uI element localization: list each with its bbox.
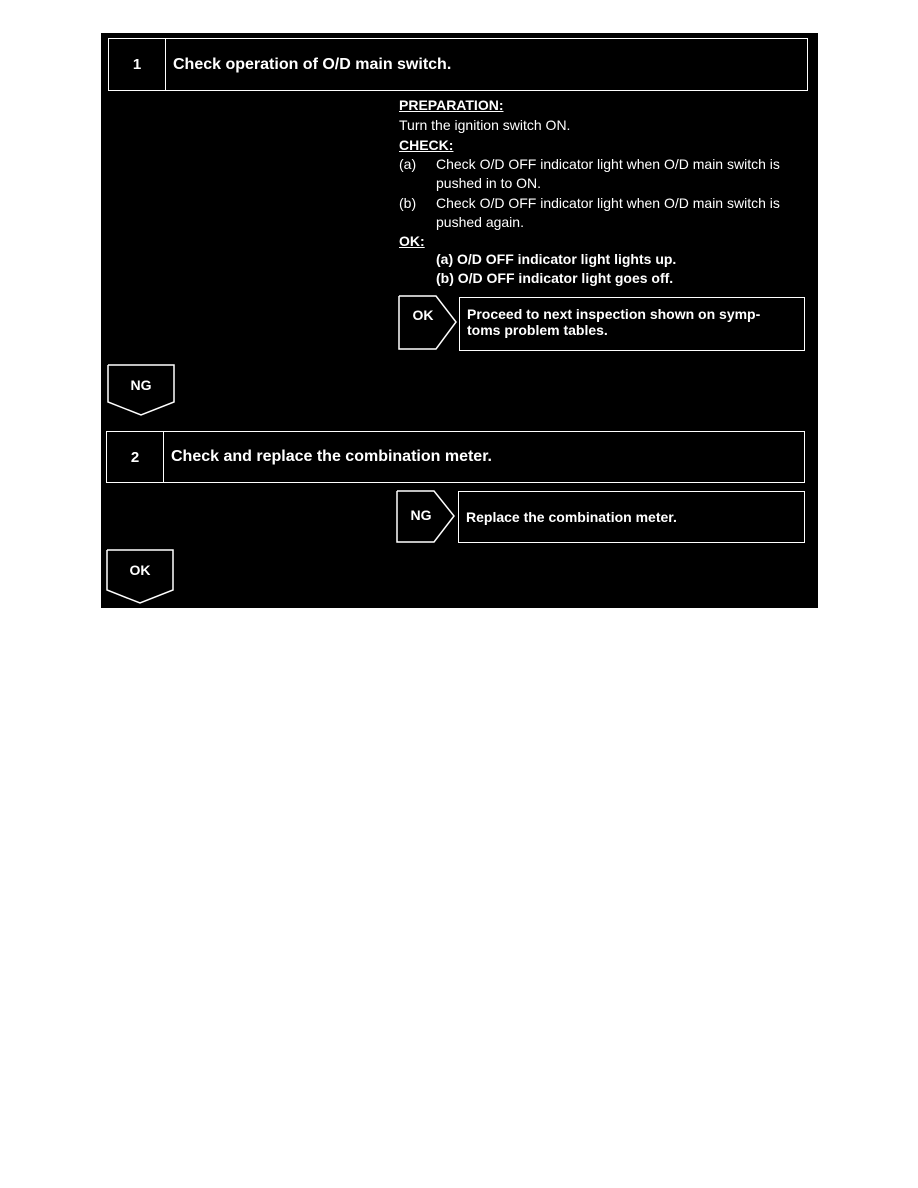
step-1-ok-result (459, 297, 805, 351)
step-1-title: Check operation of O/D main switch. (173, 55, 452, 73)
step-2-ng-result (458, 491, 805, 543)
step-1-ng-label: NG (130, 377, 152, 393)
step-2-ng-result-text: Replace the combination meter. (466, 509, 677, 525)
check-item-b-line1: Check O/D OFF indicator light when O/D main switch is (436, 195, 780, 211)
check-item-a-line1: Check O/D OFF indicator light when O/D main switch is (436, 156, 780, 172)
step-2-number: 2 (107, 432, 164, 482)
step-1-header (108, 38, 808, 91)
step-1-number: 1 (109, 39, 166, 90)
step-1-ok-result-line2: toms problem tables. (467, 322, 608, 338)
step-2-ng-label: NG (410, 507, 432, 523)
check-item-a-line2: pushed in to ON. (436, 175, 542, 191)
step-2-ok-label: OK (129, 562, 151, 578)
step-1-ok-result-line1: Proceed to next inspection shown on symp- (467, 306, 761, 322)
step-2-ok-tag (106, 549, 174, 604)
ok-item-b: (b) O/D OFF indicator light goes off. (436, 270, 674, 286)
step-2-ng-tag (396, 490, 458, 543)
diagnostic-flowchart (101, 33, 818, 608)
check-item-b-marker: (b) (399, 195, 417, 211)
check-heading: CHECK: (399, 137, 454, 153)
ok-heading: OK: (399, 233, 425, 249)
preparation-text: Turn the ignition switch ON. (399, 117, 571, 133)
step-1-ok-tag (398, 295, 460, 350)
preparation-heading: PREPARATION: (399, 97, 504, 113)
ok-item-a: (a) O/D OFF indicator light lights up. (436, 251, 677, 267)
step-1-ng-tag (107, 364, 175, 416)
check-item-b-line2: pushed again. (436, 214, 524, 230)
step-2-title: Check and replace the combination meter. (171, 448, 492, 465)
check-item-a-marker: (a) (399, 156, 417, 172)
step-2-header (106, 431, 805, 483)
step-1-ok-label: OK (412, 307, 434, 323)
